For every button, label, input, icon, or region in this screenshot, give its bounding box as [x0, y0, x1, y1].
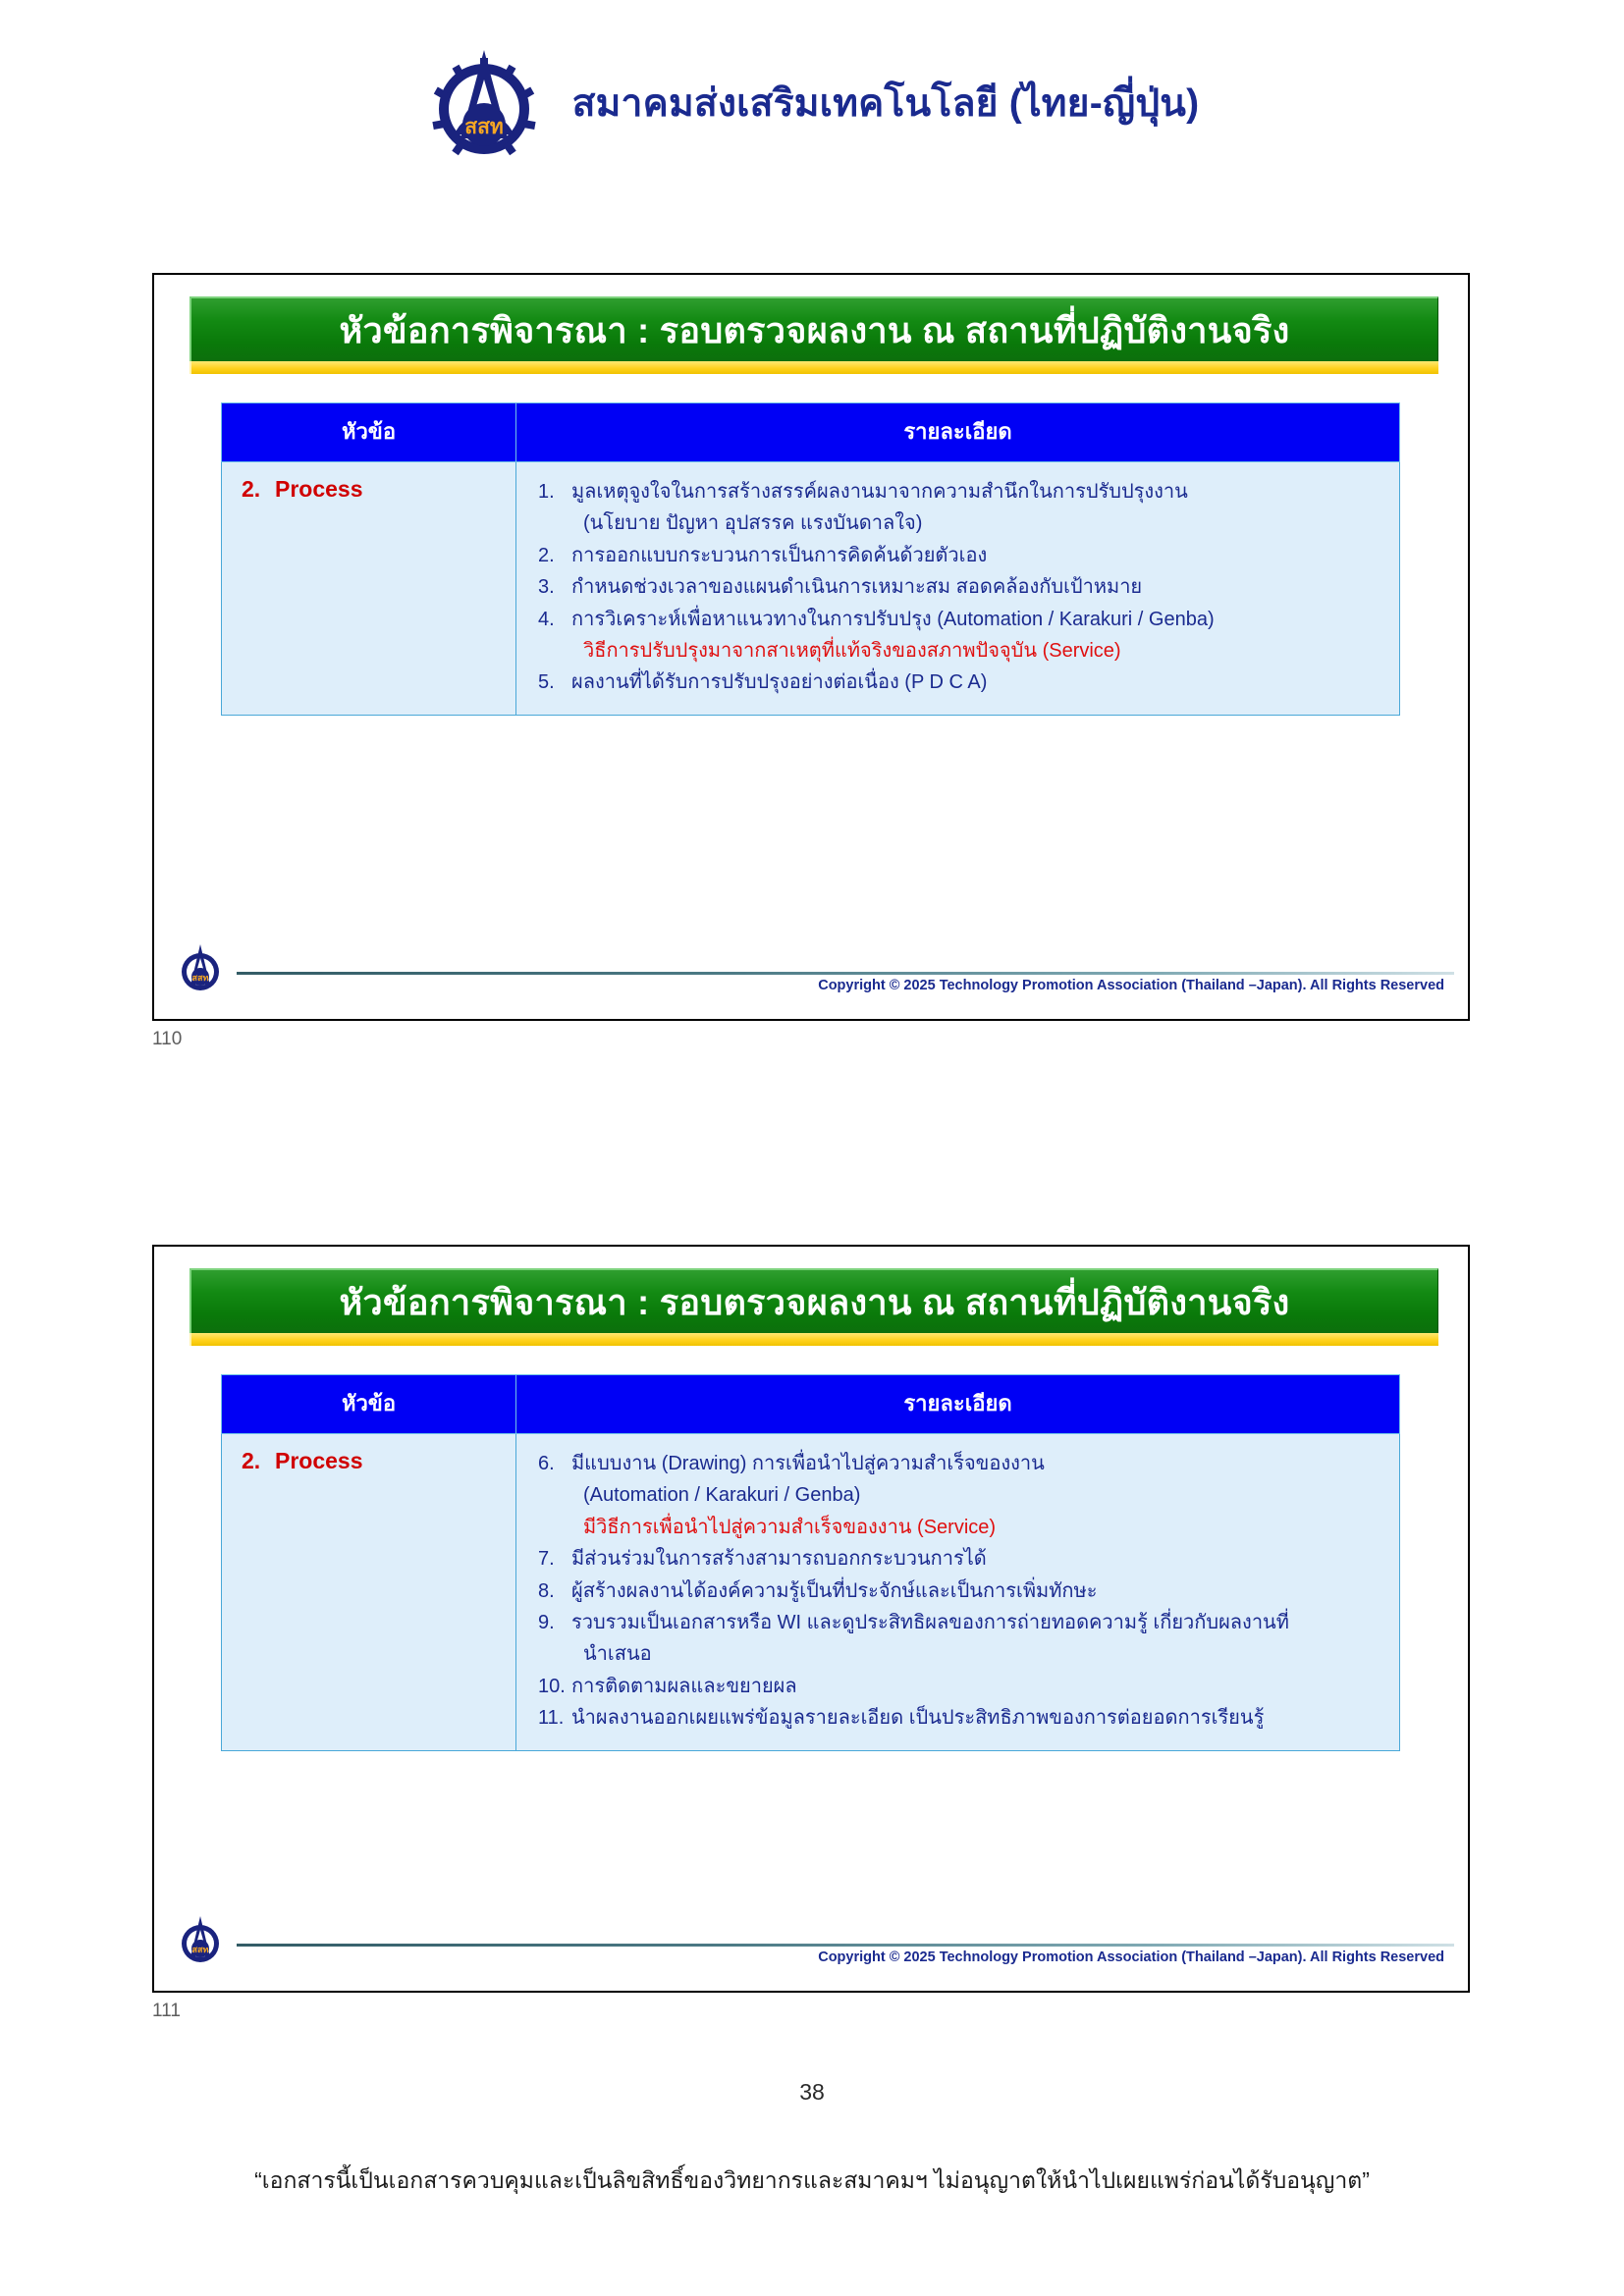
- slide-110: [152, 273, 1470, 1021]
- list-item: [526, 571, 1389, 603]
- slide-number-110: 110: [152, 1029, 183, 1049]
- list-item: [526, 1448, 1389, 1479]
- list-item-text: มีส่วนร่วมในการสร้างสามารถบอกกระบวนการได้: [571, 1548, 987, 1571]
- topic-number: 2.: [242, 1448, 261, 1473]
- list-item-number: 7.: [538, 1548, 555, 1571]
- slide-title: หัวข้อการพิจารณา : รอบตรวจผลงาน ณ สถานที่ปฏิบัติงานจริง: [339, 309, 1290, 350]
- svg-text:สสท: สสท: [191, 1946, 209, 1955]
- table-row: [222, 1434, 1400, 1751]
- list-item-text: ผู้สร้างผลงานได้องค์ความรู้เป็นที่ประจักษ์และเป็นการเพิ่มทักษะ: [571, 1579, 1098, 1602]
- list-item: [526, 1543, 1389, 1575]
- topic-cell: [222, 1434, 516, 1751]
- list-item-text: การออกแบบกระบวนการเป็นการคิดค้นด้วยตัวเอง: [571, 544, 988, 566]
- list-item: [526, 1607, 1389, 1638]
- footer-copyright: Copyright © 2025 Technology Promotion Association (Thailand –Japan). All Rights Reserved: [818, 1949, 1444, 1965]
- list-item-subline-service: วิธีการปรับปรุงมาจากสาเหตุที่แท้จริงของสภาพปัจจุบัน (Service): [583, 639, 1121, 662]
- list-item-number: 6.: [538, 1453, 555, 1474]
- page-header: [0, 39, 1624, 167]
- detail-list: [526, 1448, 1389, 1735]
- topic-label: Process: [275, 1448, 363, 1473]
- list-item: [526, 667, 1389, 698]
- list-item: [526, 604, 1389, 635]
- list-item-number: 1.: [538, 481, 555, 503]
- list-item-text: การวิเคราะห์เพื่อหาแนวทางในการปรับปรุง (Automation / Karakuri / Genba): [571, 608, 1215, 630]
- criteria-table: [221, 402, 1400, 716]
- list-item-text: มูลเหตุจูงใจในการสร้างสรรค์ผลงานมาจากความสำนึกในการปรับปรุงงาน: [571, 481, 1188, 503]
- list-item-number: 8.: [538, 1579, 555, 1602]
- list-item-number: 5.: [538, 671, 555, 694]
- detail-cell: [516, 462, 1400, 716]
- list-item-subline-service: มีวิธีการเพื่อนำไปสู่ความสำเร็จของงาน (Service): [583, 1516, 997, 1538]
- column-header-topic: หัวข้อ: [222, 1375, 516, 1434]
- list-item-text: การติดตามผลและขยายผล: [571, 1675, 797, 1697]
- tpa-association-logo-icon: [425, 44, 543, 162]
- page-header-title: สมาคมส่งเสริมเทคโนโลยี (ไทย-ญี่ปุ่น): [571, 82, 1200, 125]
- list-item-number: 2.: [538, 544, 555, 566]
- topic-cell: [222, 462, 516, 716]
- list-item-subline: นำเสนอ: [583, 1643, 652, 1666]
- slide-number-111: 111: [152, 2001, 181, 2021]
- slide-title: หัวข้อการพิจารณา : รอบตรวจผลงาน ณ สถานที่ปฏิบัติงานจริง: [339, 1281, 1290, 1322]
- list-item-text: กำหนดช่วงเวลาของแผนดำเนินการเหมาะสม สอดคล้องกับเป้าหมาย: [571, 576, 1143, 599]
- list-item: [526, 1575, 1389, 1607]
- title-banner-underline: [189, 1333, 1438, 1346]
- slide-111: [152, 1245, 1470, 1993]
- page-disclaimer: “เอกสารนี้เป็นเอกสารควบคุมและเป็นลิขสิทธิ์ของวิทยากรและสมาคมฯ ไม่อนุญาตให้นำไปเผยแพร่ก่อนได้รับอนุญาต”: [254, 2167, 1370, 2193]
- table-header-row: [222, 403, 1400, 462]
- column-header-topic: หัวข้อ: [222, 403, 516, 462]
- list-item-number: 4.: [538, 608, 555, 630]
- page-number: 38: [799, 2079, 825, 2105]
- topic-label: Process: [275, 476, 363, 502]
- list-item-number: 9.: [538, 1611, 555, 1633]
- footer-divider: [237, 1944, 1454, 1947]
- table-row: [222, 462, 1400, 716]
- detail-list: [526, 476, 1389, 699]
- detail-cell: [516, 1434, 1400, 1751]
- list-item-subline: (นโยบาย ปัญหา อุปสรรค แรงบันดาลใจ): [583, 512, 923, 535]
- column-header-detail: รายละเอียด: [516, 1375, 1400, 1434]
- list-item-text: ผลงานที่ได้รับการปรับปรุงอย่างต่อเนื่อง (P D C A): [571, 671, 988, 694]
- list-item: [526, 1671, 1389, 1702]
- slide-footer: [176, 1914, 1454, 1975]
- footer-divider: [237, 972, 1454, 975]
- footer-copyright: Copyright © 2025 Technology Promotion Association (Thailand –Japan). All Rights Reserved: [818, 978, 1444, 993]
- list-item-subline: (Automation / Karakuri / Genba): [583, 1484, 861, 1507]
- svg-text:สสท: สสท: [191, 974, 209, 984]
- column-header-detail: รายละเอียด: [516, 403, 1400, 462]
- title-banner-underline: [189, 361, 1438, 374]
- list-item-text: รวบรวมเป็นเอกสารหรือ WI และดูประสิทธิผลของการถ่ายทอดความรู้ เกี่ยวกับผลงานที่: [571, 1611, 1289, 1633]
- svg-text:สสท: สสท: [463, 115, 504, 138]
- slide-footer: [176, 942, 1454, 1003]
- list-item: [526, 540, 1389, 571]
- tpa-footer-logo-icon: [178, 1914, 223, 1965]
- list-item-number: 3.: [538, 576, 555, 599]
- slide-title-banner: [189, 296, 1438, 374]
- list-item-text: มีแบบงาน (Drawing) การเพื่อนำไปสู่ความสำเร็จของงาน: [571, 1453, 1045, 1474]
- criteria-table: [221, 1374, 1400, 1751]
- topic-number: 2.: [242, 476, 261, 502]
- list-item-number: 11.: [538, 1707, 565, 1730]
- list-item: [526, 1702, 1389, 1734]
- list-item: [526, 476, 1389, 507]
- list-item-text: นำผลงานออกเผยแพร่ข้อมูลรายละเอียด เป็นประสิทธิภาพของการต่อยอดการเรียนรู้: [571, 1707, 1265, 1730]
- tpa-footer-logo-icon: [178, 942, 223, 993]
- table-header-row: [222, 1375, 1400, 1434]
- list-item-number: 10.: [538, 1675, 566, 1697]
- slide-title-banner: [189, 1268, 1438, 1346]
